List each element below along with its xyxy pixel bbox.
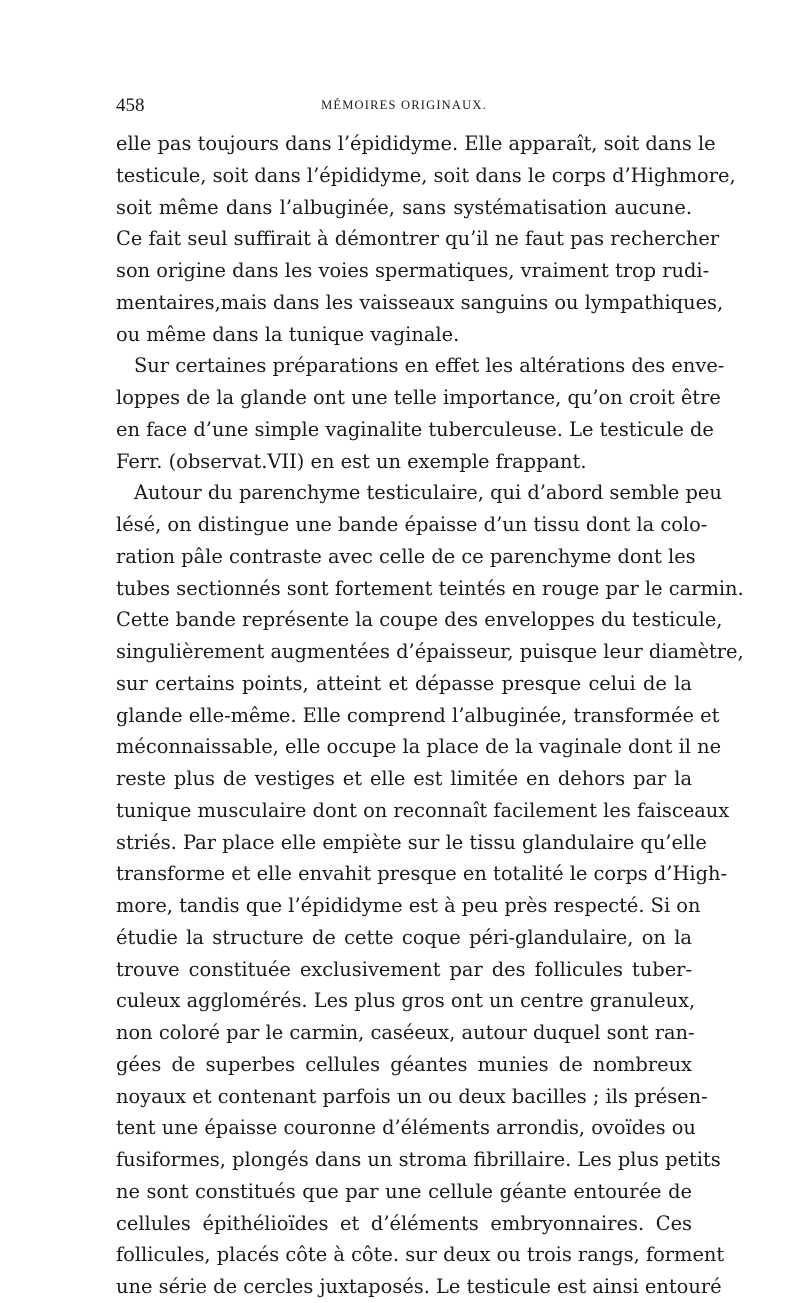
text-line: striés. Par place elle empiète sur le tissu glandulaire qu’elle: [116, 830, 707, 854]
text-line: ou même dans la tunique vaginale.: [116, 322, 460, 346]
text-line: Cette bande représente la coupe des enveloppes du testicule,: [116, 608, 723, 632]
page-header: [116, 95, 692, 125]
text-line: noyaux et contenant parfois un ou deux bacilles ; ils présen-: [116, 1084, 708, 1108]
text-line: culeux agglomérés. Les plus gros ont un centre granuleux,: [116, 989, 696, 1013]
text-line: en face d’une simple vaginalite tuberculeuse. Le testicule de: [116, 417, 714, 441]
text-line: sur certains points, atteint et dépasse presque celui de la: [116, 671, 692, 695]
text-line: Ferr. (observat.VII) en est un exemple frappant.: [116, 449, 587, 473]
text-line: lésé, on distingue une bande épaisse d’un tissu dont la colo-: [116, 513, 708, 536]
text-line: Ce fait seul suffirait à démontrer qu’il ne faut pas rechercher: [116, 227, 720, 251]
text-line: tubes sectionnés sont fortement teintés en rouge par le carmin.: [116, 576, 744, 600]
text-line: gées de superbes cellules géantes munies de nombreux: [116, 1052, 692, 1076]
text-line: fusiformes, plongés dans un stroma fibrillaire. Les plus petits: [116, 1148, 721, 1171]
text-line: elle pas toujours dans l’épididyme. Elle apparaît, soit dans le: [116, 132, 716, 155]
text-line: tent une épaisse couronne d’éléments arrondis, ovoïdes ou: [116, 1116, 696, 1140]
text-line: ration pâle contraste avec celle de ce parenchyme dont les: [116, 544, 696, 568]
text-line: transforme et elle envahit presque en totalité le corps d’High-: [116, 862, 728, 886]
text-line: reste plus de vestiges et elle est limitée en dehors par la: [116, 767, 692, 790]
text-line: Autour du parenchyme testiculaire, qui d’abord semble peu: [134, 481, 722, 505]
text-line: more, tandis que l’épididyme est à peu près respecté. Si on: [116, 894, 701, 917]
text-line: testicule, soit dans l’épididyme, soit dans le corps d’Highmore,: [116, 163, 736, 187]
text-line: ne sont constitués que par une cellule géante entourée de: [116, 1179, 692, 1203]
paragraph: [116, 128, 736, 350]
text-line: mentaires,mais dans les vaisseaux sanguins ou lympathiques,: [116, 290, 724, 314]
body-text: [116, 128, 744, 1303]
text-line: Sur certaines préparations en effet les altérations des enve-: [134, 354, 725, 378]
text-line: non coloré par le carmin, caséeux, autour duquel sont ran-: [116, 1021, 695, 1044]
page-number: 458: [116, 95, 145, 116]
running-head: MÉMOIRES ORIGINAUX.: [321, 98, 487, 112]
text-line: son origine dans les voies spermatiques, vraiment trop rudi-: [116, 259, 710, 282]
text-line: soit même dans l’albuginée, sans systématisation aucune.: [116, 195, 692, 219]
text-line: tunique musculaire dont on reconnaît facilement les faisceaux: [116, 798, 730, 822]
paragraph: [116, 477, 744, 1303]
text-line: une série de cercles juxtaposés. Le testicule est ainsi entouré: [116, 1275, 722, 1298]
paragraph: [116, 350, 725, 477]
text-line: loppes de la glande ont une telle importance, qu’on croit être: [116, 386, 721, 409]
text-line: étudie la structure de cette coque péri-glandulaire, on la: [116, 925, 692, 949]
text-line: trouve constituée exclusivement par des follicules tuber-: [116, 957, 692, 981]
text-line: méconnaissable, elle occupe la place de la vaginale dont il ne: [116, 735, 722, 759]
text-line: glande elle-même. Elle comprend l’albuginée, transformée et: [116, 703, 720, 727]
text-line: follicules, placés côte à côte. sur deux ou trois rangs, forment: [116, 1243, 725, 1267]
text-line: singulièrement augmentées d’épaisseur, puisque leur diamètre,: [116, 640, 744, 663]
text-line: cellules épithélioïdes et d’éléments embryonnaires. Ces: [116, 1211, 692, 1235]
